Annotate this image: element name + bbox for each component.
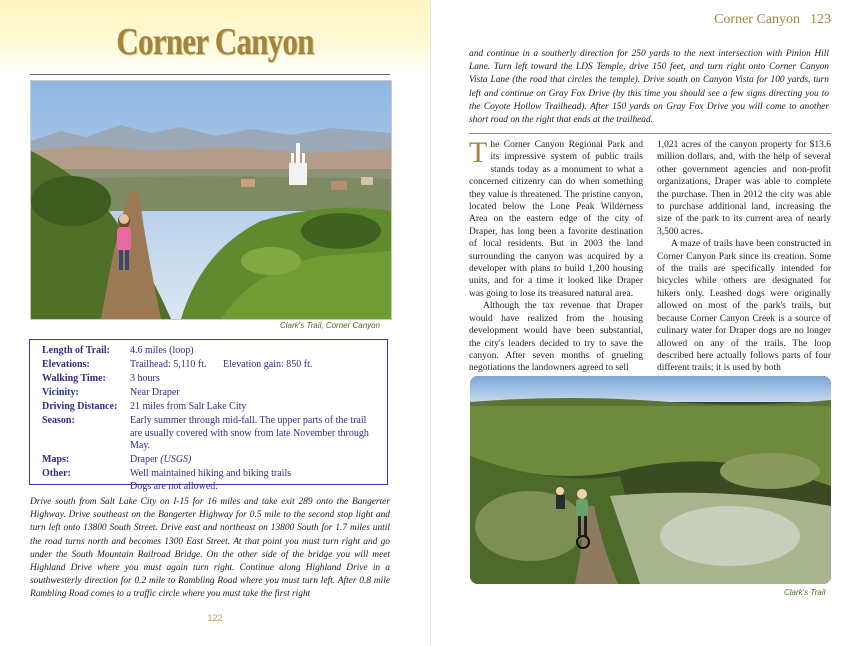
driving-directions-continued: and continue in a southerly direction for 250 yards to the next intersection with Pinion Hill Lane. Turn left toward the LDS Temple, drive 150 feet, and turn right onto Corner Canyon Vista Lane (the road that circles the temple). Drive south on Canyon Vista for 100 yards, turn left and continue on Gray Fox Drive (by this time you should see a few signs directing you to the Coyote Hollow Trailhead). After 150 yards on Gray Fox Drive you will come to another short road on the right that ends at the trailhead.: [469, 49, 829, 126]
info-row-season: Season: Early summer through mid-fall. The upper parts of the trail are usually covered with snow from late November through May.: [42, 415, 369, 451]
info-row-length: Length of Trail: 4.6 miles (loop): [42, 345, 194, 356]
chapter-title: Corner Canyon: [116, 21, 314, 63]
section-rule: [469, 133, 831, 134]
body-text: [469, 136, 831, 374]
page-number-right: 123: [810, 12, 831, 27]
photo-caption-right: Clark's Trail: [784, 588, 826, 597]
trail-photo-bikers: [470, 376, 831, 584]
text-column-1: The Corner Canyon Regional Park and its impressive system of public trails stands today as a monument to what a concerned citizenry can do when something they value is threatened. The pristine canyon, located below the Lone Peak Wilderness Area on the eastern edge of the city of Draper, has long been a favorite destination of local residents. But in 2003 the land surrounding the canyon was acquired by a developer with plans to build 1,200 housing units, and for a time it looked like Draper was going to lose its treasured natural area. Although the tax revenue that Draper would have realized from the housing development would have been substantial, the city's leaders decided to try to save the canyon. After seven months of grueling negotiations the landowners agreed to sell: [469, 136, 643, 374]
info-row-maps: Maps: Draper (USGS): [42, 454, 192, 465]
info-row-driving-distance: Driving Distance: 21 miles from Salt Lake City: [42, 401, 247, 412]
info-row-elevations: Elevations: Trailhead: 5,110 ft. Elevation gain: 850 ft.: [42, 359, 313, 370]
text-column-2: 1,021 acres of the canyon property for $13.6 million dollars, and, with the help of several other government agencies and non-profit organizations, Draper was able to complete the purchase. Then in 2012 the city was able to purchase additional land, increasing the size of the park to its current area of nearly 3,500 acres. A maze of trails have been constructed in Corner Canyon Park since its creation. Some of the trails are specifically intended for bicycles while others are designated for hikers only. Leashed dogs were originally allowed on most of the park's trails, but because Corner Canyon Creek is a source of culinary water for Draper dogs are no longer allowed on any of the trails. The loop described here actually follows parts of four different trails; it is used by both: [657, 140, 831, 374]
info-row-walking-time: Walking Time: 3 hours: [42, 373, 160, 384]
trail-photo-hiker: [30, 80, 392, 320]
running-head: Corner Canyon 123: [714, 12, 831, 27]
page-number-left: 122: [207, 613, 223, 623]
info-row-vicinity: Vicinity: Near Draper: [42, 387, 180, 398]
trail-info-box: [29, 339, 388, 492]
drop-cap: T: [469, 136, 488, 169]
photo-caption-left: Clark's Trail, Corner Canyon: [280, 321, 381, 330]
driving-directions: Drive south from Salt Lake City on I-15 for 16 miles and take exit 289 onto the Bangerter Highway. Drive southeast on the Bangerter Highway for 0.5 mile to the second stop light and turn left onto 13800 South Street. Drive east and northeast on 13800 South for 1.7 miles until the road turns north and becomes 1300 East Street. At that point you must turn right and go under the South Mountain Railroad Bridge. On the other side of the bridge you will meet Highland Drive where you must again turn right. Continue along Highland Drive in a southwesterly direction for 0.2 mile to Rambling Road where you must turn left. After 0.8 mile Rambling Road comes to a traffic circle where you must take the first right: [30, 497, 390, 600]
title-rule: [30, 74, 390, 75]
info-row-other: Other: Well maintained hiking and biking trails Dogs are not allowed.: [42, 468, 292, 492]
